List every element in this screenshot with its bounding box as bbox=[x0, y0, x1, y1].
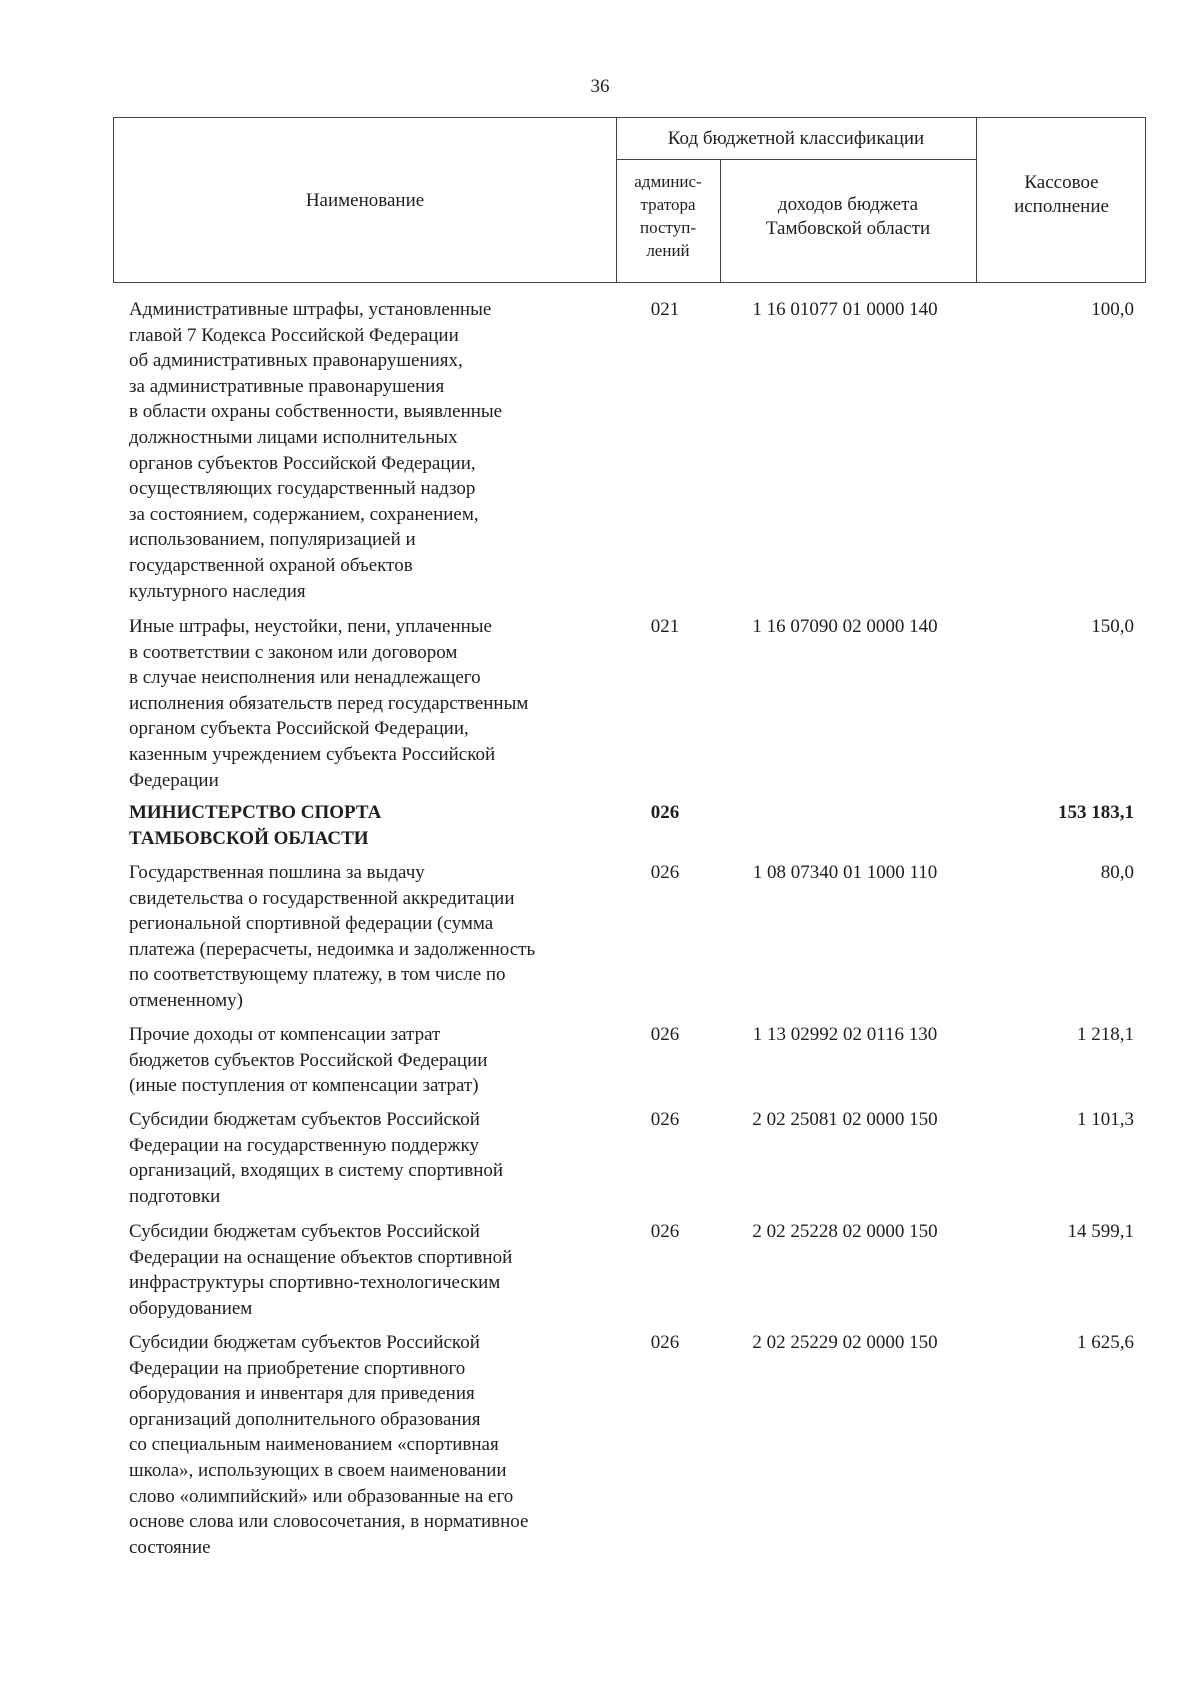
row-admin-code: 026 bbox=[650, 1332, 680, 1353]
row-name: Прочие доходы от компенсации затрат бюджетов субъектов Российской Федерации (иные поступления от компенсации затрат) bbox=[129, 1024, 488, 1097]
row-admin-code: 026 bbox=[650, 862, 680, 883]
row-name: Административные штрафы, установленные главой 7 Кодекса Российской Федерации об административных правонарушениях, за административные правонарушения в области охраны собственности, выявленные должностными лицами исполнительных органов субъектов Российской Федерации, осуществляющих государственный надзор за состоянием, содержанием, сохранением, использованием, популяризацией и государственной охраной объектов культурного наследия bbox=[129, 299, 503, 602]
row-amount: 153 183,1 bbox=[1058, 802, 1134, 823]
row-amount: 1 625,6 bbox=[1077, 1332, 1134, 1353]
row-income-code: 2 02 25081 02 0000 150 bbox=[752, 1109, 938, 1130]
row-income-code: 1 16 01077 01 0000 140 bbox=[752, 299, 938, 320]
row-income-code: 1 08 07340 01 1000 110 bbox=[752, 862, 938, 883]
page-number: 36 bbox=[590, 76, 610, 97]
row-income-code: 2 02 25228 02 0000 150 bbox=[752, 1221, 938, 1242]
row-admin-code: 026 bbox=[650, 802, 680, 823]
row-admin-code: 026 bbox=[650, 1024, 680, 1045]
row-name: Иные штрафы, неустойки, пени, уплаченные в соответствии с законом или договором в случае неисполнения или ненадлежащего исполнения обязательств перед государственным органом субъекта Российской Федерации, казенным учреждением субъекта Российской Федерации bbox=[129, 616, 529, 791]
row-amount: 14 599,1 bbox=[1067, 1221, 1134, 1242]
row-name: МИНИСТЕРСТВО СПОРТА ТАМБОВСКОЙ ОБЛАСТИ bbox=[129, 802, 382, 849]
header-execution: Кассовое исполнение bbox=[1014, 172, 1109, 217]
header-name: Наименование bbox=[305, 190, 425, 211]
header-admin: админис- тратора поступ- лений bbox=[634, 172, 702, 260]
row-name: Субсидии бюджетам субъектов Российской Федерации на государственную поддержку организаций, входящих в систему спортивной подготовки bbox=[129, 1109, 504, 1207]
table-header bbox=[113, 117, 1146, 283]
row-admin-code: 026 bbox=[650, 1109, 680, 1130]
row-admin-code: 021 bbox=[650, 616, 680, 637]
row-amount: 1 101,3 bbox=[1077, 1109, 1134, 1130]
row-admin-code: 026 bbox=[650, 1221, 680, 1242]
row-income-code: 1 13 02992 02 0116 130 bbox=[752, 1024, 938, 1045]
row-name: Субсидии бюджетам субъектов Российской Федерации на оснащение объектов спортивной инфраструктуры спортивно-технологическим оборудованием bbox=[129, 1221, 513, 1319]
header-income: доходов бюджета Тамбовской области bbox=[765, 194, 931, 239]
row-name: Субсидии бюджетам субъектов Российской Федерации на приобретение спортивного оборудования и инвентаря для приведения организаций дополнительного образования со специальным наименованием «спортивная школа», использующих в своем наименовании слово «олимпийский» или образованные на его основе слова или словосочетания, в нормативное состояние bbox=[129, 1332, 529, 1558]
header-divider bbox=[616, 159, 976, 160]
header-kbk-group: Код бюджетной классификации bbox=[667, 128, 925, 149]
row-amount: 100,0 bbox=[1091, 299, 1134, 320]
row-income-code: 1 16 07090 02 0000 140 bbox=[752, 616, 938, 637]
row-name: Государственная пошлина за выдачу свидетельства о государственной аккредитации региональной спортивной федерации (сумма платежа (перерасчеты, недоимка и задолженность по соответствующему платежу, в том числе по отмененному) bbox=[129, 862, 536, 1011]
row-amount: 80,0 bbox=[1100, 862, 1134, 883]
row-admin-code: 021 bbox=[650, 299, 680, 320]
row-income-code: 2 02 25229 02 0000 150 bbox=[752, 1332, 938, 1353]
row-amount: 1 218,1 bbox=[1077, 1024, 1134, 1045]
row-amount: 150,0 bbox=[1091, 616, 1134, 637]
